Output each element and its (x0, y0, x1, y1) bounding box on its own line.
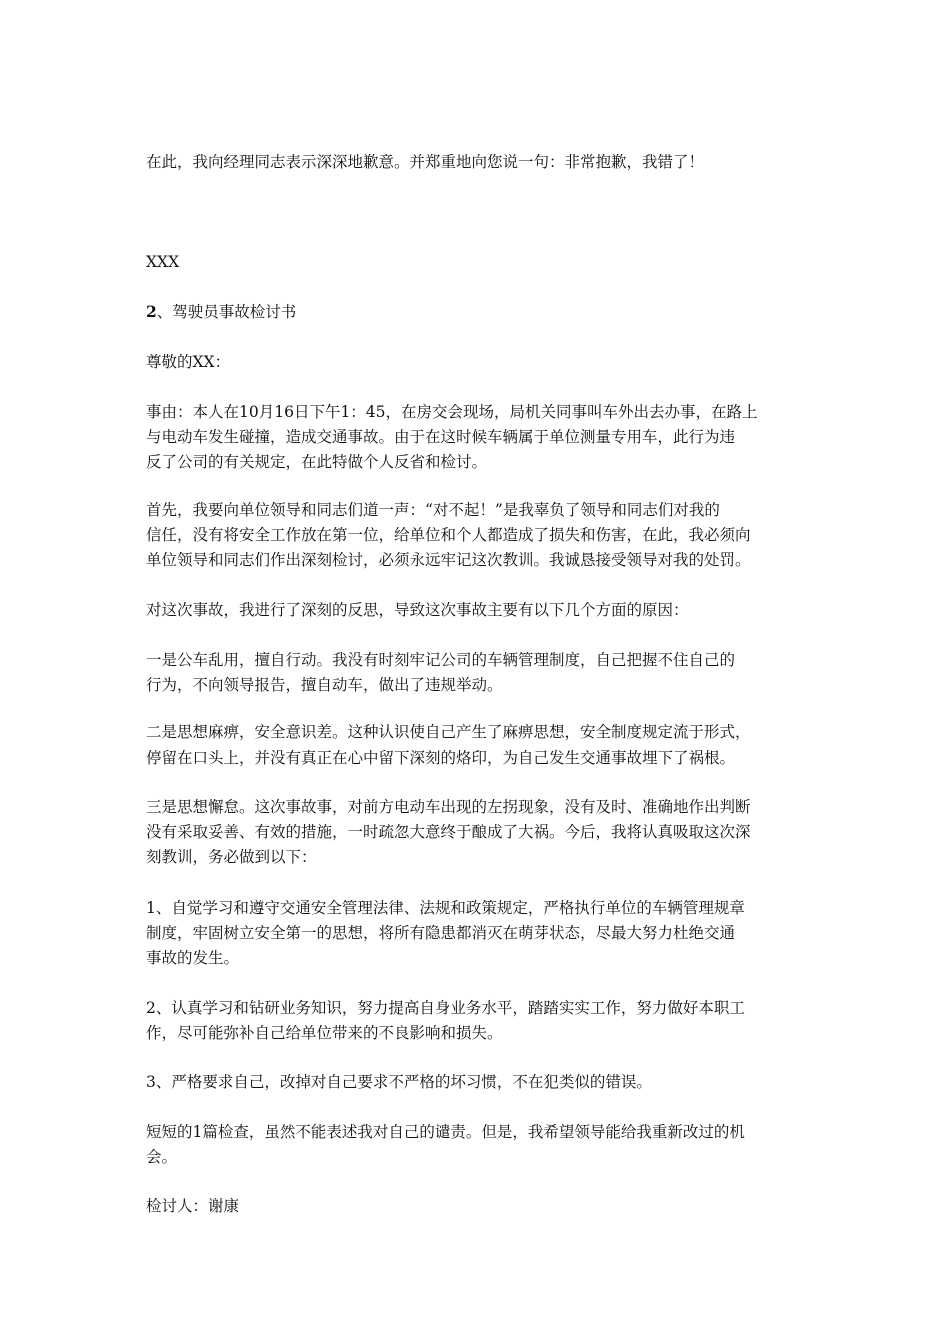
paragraph-line: 首先，我要向单位领导和同志们道一声：“对不起！”是我辜负了领导和同志们对我的 (146, 501, 720, 519)
paragraph-line: 与电动车发生碰撞，造成交通事故。由于在这时候车辆属于单位测量专用车，此行为违 (146, 428, 736, 446)
section-number: 2 (146, 302, 157, 321)
paragraph-line: 三是思想懈怠。这次事故事，对前方电动车出现的左拐现象，没有及时、准确地作出判断 (146, 798, 751, 816)
signature-placeholder: XXX (146, 253, 180, 271)
closing-signature: 检讨人：谢康 (146, 1197, 240, 1215)
paragraph-line: 刻教训，务必做到以下： (146, 848, 317, 866)
paragraph-line: 二是思想麻痹，安全意识差。这种认识使自己产生了麻痹思想，安全制度规定流于形式， (146, 723, 751, 741)
paragraph-line: 行为，不向领导报告，擅自动车，做出了违规举动。 (146, 676, 503, 694)
paragraph-line: 单位领导和同志们作出深刻检讨，必须永远牢记这次教训。我诚恳接受领导对我的处罚。 (146, 551, 751, 569)
paragraph-line: 短短的1篇检查，虽然不能表述我对自己的谴责。但是，我希望领导能给我重新改过的机 (146, 1123, 745, 1141)
paragraph-line: 反了公司的有关规定，在此特做个人反省和检讨。 (146, 453, 488, 471)
paragraph-line: 事故的发生。 (146, 949, 240, 967)
paragraph-line: 2、认真学习和钻研业务知识，努力提高自身业务水平，踏踏实实工作，努力做好本职工 (146, 999, 745, 1017)
section-heading (146, 300, 826, 324)
paragraph-line: 停留在口头上，并没有真正在心中留下深刻的烙印，为自己发生交通事故埋下了祸根。 (146, 749, 736, 767)
paragraph-line: 会。 (146, 1148, 178, 1166)
paragraph-line: 3、严格要求自己，改掉对自己要求不严格的坏习惯，不在犯类似的错误。 (146, 1073, 652, 1091)
paragraph-line: 制度，牢固树立安全第一的思想，将所有隐患都消灭在萌芽状态，尽最大努力杜绝交通 (146, 924, 736, 942)
apology-line: 在此，我向经理同志表示深深地歉意。并郑重地向您说一句：非常抱歉，我错了！ (146, 153, 705, 171)
paragraph-line: 事由：本人在10月16日下午1：45，在房交会现场，局机关同事叫车外出去办事，在路上 (146, 403, 758, 421)
paragraph-line: 没有采取妥善、有效的措施，一时疏忽大意终于酿成了大祸。今后，我将认真吸取这次深 (146, 823, 751, 841)
paragraph-line: 对这次事故，我进行了深刻的反思，导致这次事故主要有以下几个方面的原因： (146, 601, 689, 619)
paragraph-line: 1、自觉学习和遵守交通安全管理法律、法规和政策规定，严格执行单位的车辆管理规章 (146, 899, 745, 917)
paragraph-line: 作，尽可能弥补自己给单位带来的不良影响和损失。 (146, 1024, 503, 1042)
section-title: 、驾驶员事故检讨书 (156, 303, 297, 321)
salutation: 尊敬的XX： (146, 353, 231, 371)
paragraph-line: 一是公车乱用，擅自行动。我没有时刻牢记公司的车辆管理制度，自己把握不住自己的 (146, 651, 736, 669)
paragraph-line: 信任，没有将安全工作放在第一位，给单位和个人都造成了损失和伤害，在此，我必须向 (146, 526, 751, 544)
